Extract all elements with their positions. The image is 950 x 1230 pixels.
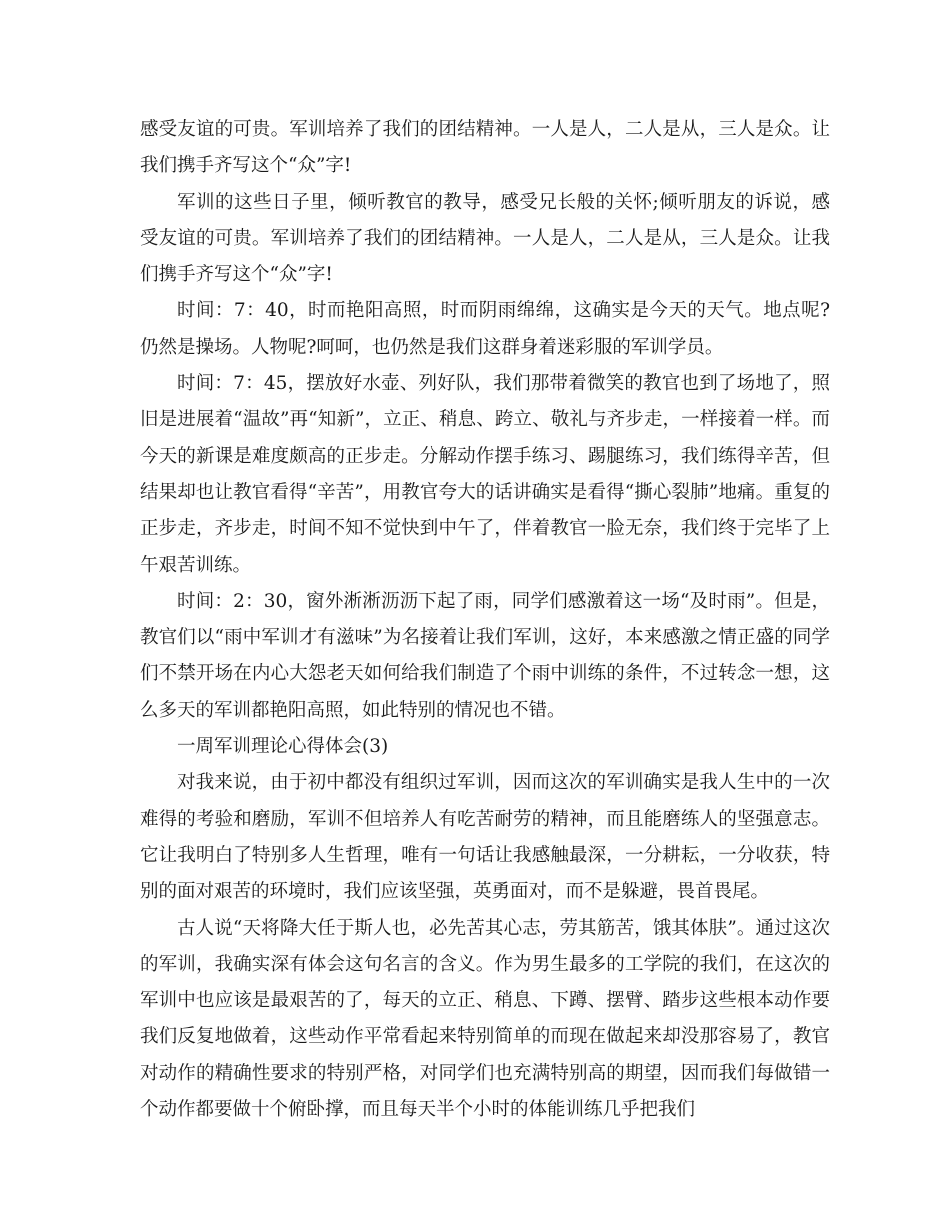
- paragraph: 时间：2：30，窗外淅淅沥沥下起了雨，同学们感激着这一场“及时雨”。但是，教官们以“雨中军训才有滋味”为名接着让我们军训，这好，本来感激之情正盛的同学们不禁开场在内心大怨老天如何给我们制造了个雨中训练的条件，不过转念一想，这么多天的军训都艳阳高照，如此特别的情况也不错。: [140, 590, 830, 721]
- paragraph-continued: 感受友谊的可贵。军训培养了我们的团结精神。一人是人，二人是从，三人是众。让我们携手齐写这个“众”字!: [140, 119, 830, 177]
- paragraph: 对我来说，由于初中都没有组织过军训，因而这次的军训确实是我人生中的一次难得的考验和磨励，军训不但培养人有吃苦耐劳的精神，而且能磨练人的坚强意志。它让我明白了特别多人生哲理，唯有一句话让我感触最深，一分耕耘，一分收获，特别的面对艰苦的环境时，我们应该坚强，英勇面对，而不是躲避，畏首畏尾。: [140, 772, 830, 903]
- document-body: [140, 112, 830, 1128]
- section-heading: 一周军训理论心得体会(3): [177, 736, 389, 758]
- paragraph: 时间：7：40，时而艳阳高照，时而阴雨绵绵，这确实是今天的天气。地点呢?仍然是操场。人物呢?呵呵，也仍然是我们这群身着迷彩服的军训学员。: [140, 300, 830, 358]
- paragraph: 古人说“天将降大任于斯人也，必先苦其心志，劳其筋苦，饿其体肤”。通过这次的军训，我确实深有体会这句名言的含义。作为男生最多的工学院的我们，在这次的军训中也应该是最艰苦的了，每天的立正、稍息、下蹲、摆臂、踏步这些根本动作要我们反复地做着，这些动作平常看起来特别简单的而现在做起来却没那容易了，教官对动作的精确性要求的特别严格，对同学们也充满特别高的期望，因而我们每做错一个动作都要做十个俯卧撑，而且每天半个小时的体能训练几乎把我们: [140, 917, 830, 1121]
- paragraph: 时间：7：45，摆放好水壶、列好队，我们那带着微笑的教官也到了场地了，照旧是进展着“温故”再“知新”，立正、稍息、跨立、敬礼与齐步走，一样接着一样。而今天的新课是难度颇高的正步走。分解动作摆手练习、踢腿练习，我们练得辛苦，但结果却也让教官看得“辛苦”，用教官夸大的话讲确实是看得“撕心裂肺”地痛。重复的正步走，齐步走，时间不知不觉快到中午了，伴着教官一脸无奈，我们终于完毕了上午艰苦训练。: [140, 373, 830, 576]
- paragraph: 军训的这些日子里，倾听教官的教导，感受兄长般的关怀;倾听朋友的诉说，感受友谊的可贵。军训培养了我们的团结精神。一人是人，二人是从，三人是众。让我们携手齐写这个“众”字!: [140, 191, 830, 286]
